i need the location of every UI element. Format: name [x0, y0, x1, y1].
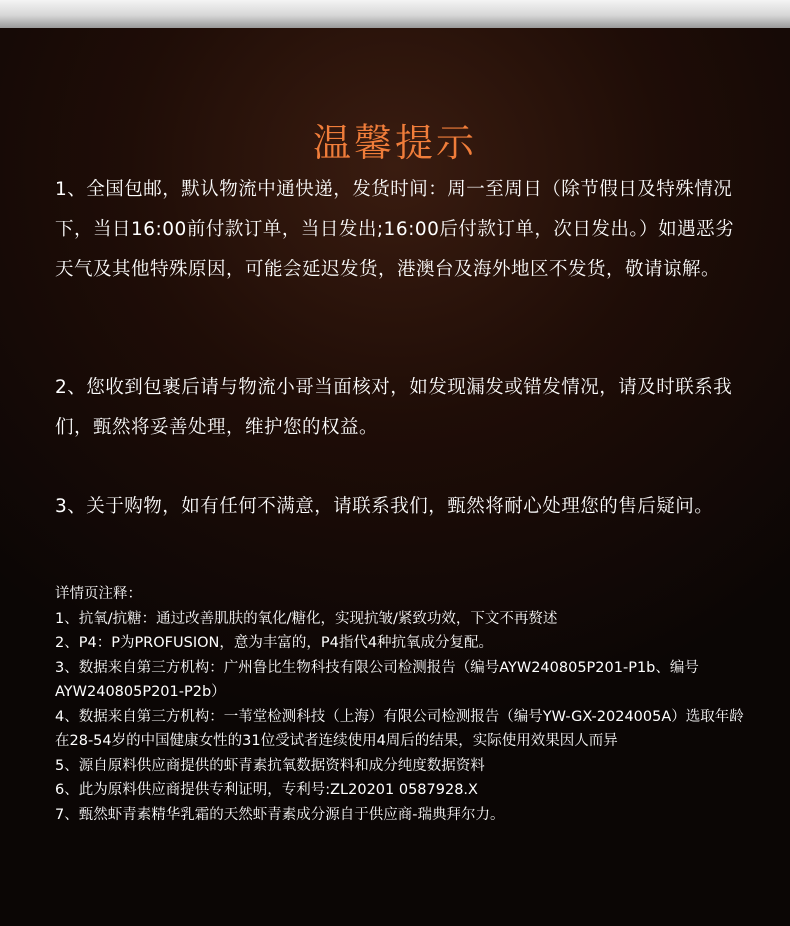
top-gradient-bar — [0, 0, 790, 28]
note-item: 2、P4：P为PROFUSION，意为丰富的，P4指代4种抗氧成分复配。 — [55, 635, 494, 651]
note-item: 4、数据来自第三方机构：一苇堂检测科技（上海）有限公司检测报告（编号YW-GX-2024005A）选取年龄在28-54岁的中国健康女性的31位受试者连续使用4周后的结果，实际使用效果因人而异 — [55, 708, 744, 749]
detail-notes — [55, 582, 750, 827]
page-title: 温馨提示 — [312, 121, 477, 165]
notice-after-sales: 3、关于购物，如有任何不满意，请联系我们，甄然将耐心处理您的售后疑问。 — [55, 496, 714, 517]
note-item: 6、此为原料供应商提供专利证明，专利号:ZL20201 0587928.X — [55, 782, 478, 798]
note-item: 5、源自原料供应商提供的虾青素抗氧数据资料和成分纯度数据资料 — [55, 757, 485, 774]
notes-heading: 详情页注释： — [55, 586, 142, 602]
notice-shipping: 1、全国包邮，默认物流中通快递，发货时间：周一至周日（除节假日及特殊情况下，当日16:00前付款订单，当日发出;16:00后付款订单，次日发出。）如遇恶劣天气及其他特殊原因，可能会延迟发货，港澳台及海外地区不发货，敬请谅解。 — [55, 179, 735, 280]
note-item: 1、抗氧/抗糖：通过改善肌肤的氧化/糖化，实现抗皱/紧致功效，下文不再赘述 — [55, 610, 558, 627]
note-item: 7、甄然虾青素精华乳霜的天然虾青素成分源自于供应商-瑞典拜尔力。 — [55, 806, 505, 823]
notice-package-check: 2、您收到包裹后请与物流小哥当面核对，如发现漏发或错发情况，请及时联系我们，甄然将妥善处理，维护您的权益。 — [55, 377, 733, 438]
note-item: 3、数据来自第三方机构：广州鲁比生物科技有限公司检测报告（编号AYW240805P201-P1b、编号AYW240805P201-P2b） — [55, 659, 699, 700]
